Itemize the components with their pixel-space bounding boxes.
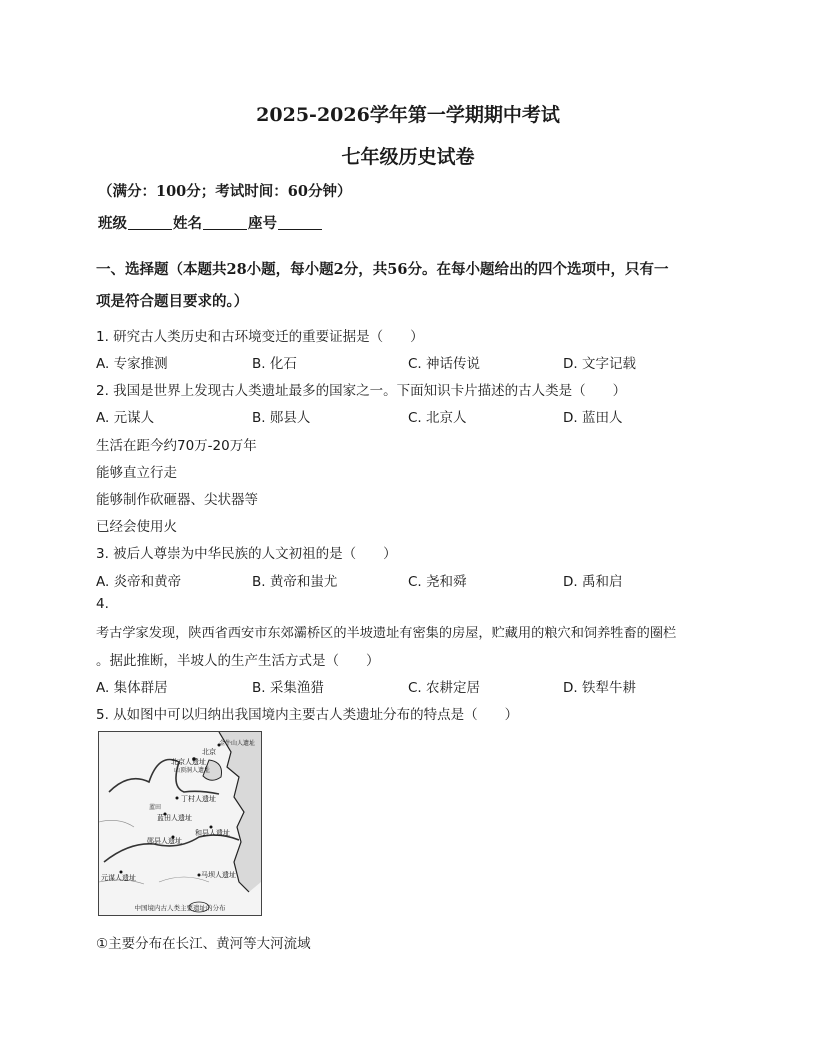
question-4-stem-line2: 。据此推断，半坡人的生产生活方式是（ ） bbox=[96, 653, 380, 669]
q4-option-b[interactable]: B. 采集渔猎 bbox=[252, 680, 324, 696]
map-label-site: 和县人遗址 bbox=[195, 829, 230, 837]
question-4-stem-line1: 考古学家发现，陕西省西安市东郊灞桥区的半坡遗址有密集的房屋，贮藏用的粮穴和饲养牲畜的圈栏 bbox=[96, 626, 677, 641]
ancient-human-sites-map bbox=[98, 731, 262, 916]
q1-option-a[interactable]: A. 专家推测 bbox=[96, 356, 168, 372]
map-label-site: 郧县人遗址 bbox=[147, 837, 182, 845]
seat-blank[interactable] bbox=[278, 215, 322, 230]
q4-option-c[interactable]: C. 农耕定居 bbox=[408, 680, 481, 696]
exam-title: 2025-2026学年第一学期期中考试 bbox=[256, 104, 560, 126]
q4-option-a[interactable]: A. 集体群居 bbox=[96, 680, 168, 696]
seat-label: 座号 bbox=[248, 215, 277, 232]
question-5-statement-1: ①主要分布在长江、黄河等大河流域 bbox=[96, 936, 311, 952]
name-blank[interactable] bbox=[203, 215, 247, 230]
q1-option-b[interactable]: B. 化石 bbox=[252, 356, 297, 372]
class-blank[interactable] bbox=[128, 215, 172, 230]
map-label-site: 北京人遗址 bbox=[171, 758, 206, 766]
q2-option-c[interactable]: C. 北京人 bbox=[408, 410, 467, 426]
q3-option-d[interactable]: D. 禹和启 bbox=[563, 574, 623, 590]
question-1-stem: 1. 研究古人类历史和古环境变迁的重要证据是（ ） bbox=[96, 329, 424, 345]
question-2-stem: 2. 我国是世界上发现古人类遗址最多的国家之一。下面知识卡片描述的古人类是（ ） bbox=[96, 383, 627, 399]
q3-option-b[interactable]: B. 黄帝和蚩尤 bbox=[252, 574, 338, 590]
question-4-number: 4. bbox=[96, 596, 109, 612]
knowledge-card-line: 能够制作砍砸器、尖状器等 bbox=[96, 492, 258, 508]
q3-option-a[interactable]: A. 炎帝和黄帝 bbox=[96, 574, 182, 590]
knowledge-card-line: 能够直立行走 bbox=[96, 465, 177, 481]
q4-option-d[interactable]: D. 铁犁牛耕 bbox=[563, 680, 636, 696]
section-heading-line2: 项是符合题目要求的。） bbox=[96, 293, 249, 310]
q1-option-c[interactable]: C. 神话传说 bbox=[408, 356, 481, 372]
map-label-site: 蓝田人遗址 bbox=[157, 814, 192, 822]
map-label-site: 马坝人遗址 bbox=[201, 871, 236, 879]
map-label-site: 丁村人遗址 bbox=[181, 795, 216, 803]
question-3-stem: 3. 被后人尊崇为中华民族的人文初祖的是（ ） bbox=[96, 546, 397, 562]
map-label-beijing: 北京 bbox=[202, 748, 216, 756]
section-heading-line1: 一、选择题（本题共28小题，每小题2分，共56分。在每小题给出的四个选项中，只有一 bbox=[96, 261, 669, 278]
student-info-fields bbox=[98, 212, 323, 233]
map-label-site: 山顶洞人遗址 bbox=[174, 767, 211, 774]
class-label: 班级 bbox=[98, 215, 127, 232]
q3-option-c[interactable]: C. 尧和舜 bbox=[408, 574, 467, 590]
q1-option-d[interactable]: D. 文字记载 bbox=[563, 356, 636, 372]
name-label: 姓名 bbox=[173, 215, 202, 232]
map-caption: 中国境内古人类主要遗址的分布 bbox=[134, 904, 226, 912]
exam-info: （满分：100分；考试时间：60分钟） bbox=[98, 183, 352, 200]
question-5-stem: 5. 从如图中可以归纳出我国境内主要古人类遗址分布的特点是（ ） bbox=[96, 707, 519, 723]
map-label-site: 元谋人遗址 bbox=[101, 874, 136, 882]
exam-subtitle: 七年级历史试卷 bbox=[341, 146, 475, 168]
knowledge-card-line: 生活在距今约70万-20万年 bbox=[96, 438, 257, 454]
q2-option-d[interactable]: D. 蓝田人 bbox=[563, 410, 623, 426]
knowledge-card-line: 已经会使用火 bbox=[96, 519, 177, 535]
q2-option-a[interactable]: A. 元谋人 bbox=[96, 410, 155, 426]
q2-option-b[interactable]: B. 郧县人 bbox=[252, 410, 311, 426]
map-label-site: 蓝田 bbox=[149, 804, 162, 811]
map-label-site: 金牛山人遗址 bbox=[219, 740, 256, 747]
